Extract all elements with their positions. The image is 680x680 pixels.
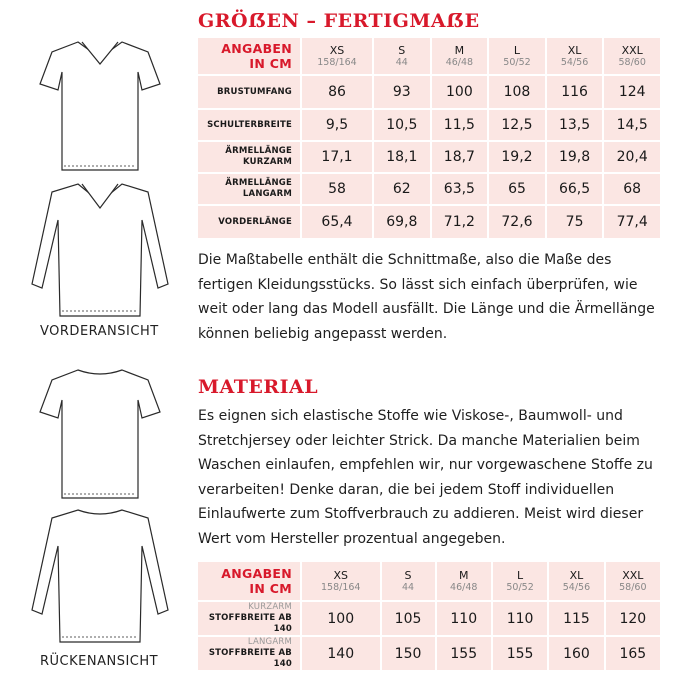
size-col-xl: XL 54/56 (549, 562, 605, 602)
size-col-l: L 50/52 (493, 562, 549, 602)
sizes-description: Die Maßtabelle enthält die Schnittmaße, also die Maße des fertigen Kleidungsstücks. So lässt sich einfach überprüfen, wie weit oder lang das Modell ausfällt. Die Länge und die Ärmellänge können beliebig angepasst werden. (198, 252, 655, 342)
cell: 65,4 (302, 206, 374, 240)
cell: 93 (374, 76, 432, 110)
cell: 63,5 (432, 174, 490, 206)
size-table (198, 38, 662, 240)
row-label: VORDERLÄNGE (198, 206, 302, 240)
cell: 120 (606, 602, 662, 637)
size-col-xl: XL 54/56 (547, 38, 605, 76)
cell: 110 (437, 602, 493, 637)
size-col-xxl: XXL 58/60 (604, 38, 662, 76)
front-longsleeve-shirt-illustration (30, 180, 170, 320)
cell: 116 (547, 76, 605, 110)
material-description: Es eignen sich elastische Stoffe wie Viskose-, Baumwoll- und Stretchjersey oder leichter Strick. Da manche Materialien beim Waschen einlaufen, empfehlen wir, nur vorgewaschene Stoffe zu verarbeiten! Denke daran, die bei jedem Stoff individuellen Einlaufwerte zum Stoffverbrauch zu addieren. Meist wird dieser Wert vom Hersteller prozentual angegeben. (198, 408, 653, 547)
back-longsleeve-shirt-illustration (30, 506, 170, 646)
cell: 155 (437, 637, 493, 672)
size-col-xxl: XXL 58/60 (606, 562, 662, 602)
size-col-s: S 44 (382, 562, 437, 602)
cell: 140 (302, 637, 382, 672)
size-col-l: L 50/52 (489, 38, 547, 76)
table-row (198, 142, 662, 174)
table-row (198, 110, 662, 142)
size-col-m: M 46/48 (437, 562, 493, 602)
table-row (198, 637, 662, 672)
cell: 12,5 (489, 110, 547, 142)
front-view-label: VORDERANSICHT (40, 324, 159, 339)
cell: 17,1 (302, 142, 374, 174)
cell: 77,4 (604, 206, 662, 240)
cell: 18,1 (374, 142, 432, 174)
fabric-table (198, 562, 662, 672)
material-title: MATERIAL (198, 376, 319, 398)
cell: 108 (489, 76, 547, 110)
row-label: ÄRMELLÄNGE KURZARM (198, 142, 302, 174)
size-col-xs: XS 158/164 (302, 38, 374, 76)
cell: 105 (382, 602, 437, 637)
size-table-header (198, 38, 662, 76)
cell: 100 (302, 602, 382, 637)
cell: 72,6 (489, 206, 547, 240)
cell: 62 (374, 174, 432, 206)
cell: 155 (493, 637, 549, 672)
fabric-table-header-label: ANGABEN IN CM (198, 562, 302, 602)
row-label: ÄRMELLÄNGE LANGARM (198, 174, 302, 206)
fabric-table-header (198, 562, 662, 602)
cell: 18,7 (432, 142, 490, 174)
cell: 68 (604, 174, 662, 206)
cell: 160 (549, 637, 605, 672)
row-label: SCHULTERBREITE (198, 110, 302, 142)
cell: 100 (432, 76, 490, 110)
cell: 9,5 (302, 110, 374, 142)
cell: 58 (302, 174, 374, 206)
row-label: BRUSTUMFANG (198, 76, 302, 110)
cell: 65 (489, 174, 547, 206)
cell: 66,5 (547, 174, 605, 206)
size-col-m: M 46/48 (432, 38, 490, 76)
cell: 20,4 (604, 142, 662, 174)
cell: 14,5 (604, 110, 662, 142)
sizes-title: GRÖẞEN – FERTIGMAẞE (198, 10, 480, 32)
cell: 165 (606, 637, 662, 672)
cell: 150 (382, 637, 437, 672)
cell: 75 (547, 206, 605, 240)
cell: 110 (493, 602, 549, 637)
cell: 71,2 (432, 206, 490, 240)
cell: 19,2 (489, 142, 547, 174)
cell: 19,8 (547, 142, 605, 174)
back-view-label: RÜCKENANSICHT (40, 654, 159, 669)
size-col-xs: XS 158/164 (302, 562, 382, 602)
front-shortsleeve-shirt-illustration (38, 38, 162, 176)
table-row (198, 206, 662, 240)
row-label: KURZARM STOFFBREITE AB 140 (198, 602, 302, 637)
cell: 69,8 (374, 206, 432, 240)
cell: 86 (302, 76, 374, 110)
table-row (198, 602, 662, 637)
table-row (198, 174, 662, 206)
cell: 11,5 (432, 110, 490, 142)
cell: 13,5 (547, 110, 605, 142)
size-col-s: S 44 (374, 38, 432, 76)
row-label: LANGARM STOFFBREITE AB 140 (198, 637, 302, 672)
cell: 115 (549, 602, 605, 637)
back-shortsleeve-shirt-illustration (38, 366, 162, 502)
cell: 124 (604, 76, 662, 110)
table-row (198, 76, 662, 110)
size-table-header-label: ANGABEN IN CM (198, 38, 302, 76)
cell: 10,5 (374, 110, 432, 142)
